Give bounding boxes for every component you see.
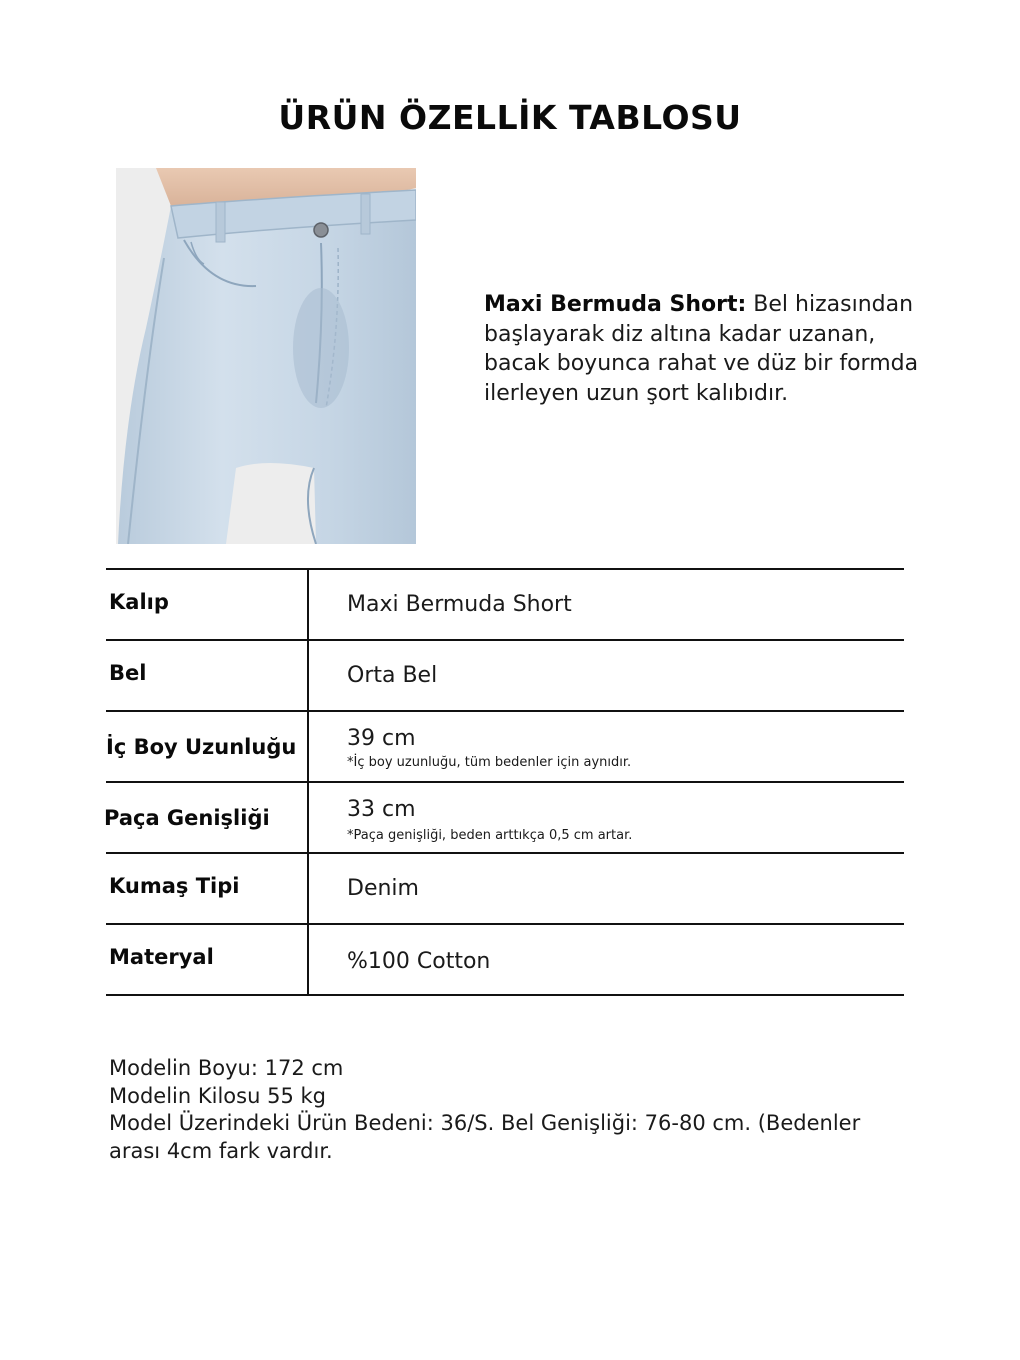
spec-value: 33 cm xyxy=(347,797,416,822)
spec-label: İç Boy Uzunluğu xyxy=(106,735,297,759)
spec-label: Bel xyxy=(109,661,147,685)
spec-row-kalip xyxy=(106,570,904,641)
column-divider xyxy=(307,925,309,994)
spec-label: Kalıp xyxy=(109,590,169,614)
spec-label: Kumaş Tipi xyxy=(109,874,240,898)
model-weight: Modelin Kilosu 55 kg xyxy=(109,1083,326,1108)
product-description xyxy=(484,290,924,408)
spec-row-bel xyxy=(106,641,904,712)
spec-value: %100 Cotton xyxy=(347,949,491,974)
spec-label: Materyal xyxy=(109,945,214,969)
description-text: Bel hizasından başlayarak diz altına kadar uzanan, bacak boyunca rahat ve düz bir formda ilerleyen uzun şort kalıbıdır. xyxy=(484,292,919,406)
spec-row-materyal xyxy=(106,925,904,996)
column-divider xyxy=(307,570,309,639)
description-term: Maxi Bermuda Short: xyxy=(484,292,747,317)
column-divider xyxy=(307,641,309,710)
spec-row-paca xyxy=(106,783,904,854)
spec-table xyxy=(106,568,904,996)
column-divider xyxy=(307,712,309,781)
spec-row-ic-boy xyxy=(106,712,904,783)
model-height: Modelin Boyu: 172 cm xyxy=(109,1056,344,1080)
column-divider xyxy=(307,854,309,923)
model-info xyxy=(109,1055,909,1165)
spec-value: Maxi Bermuda Short xyxy=(347,592,572,617)
spec-label: Paça Genişliği xyxy=(104,806,270,830)
spec-row-kumas xyxy=(106,854,904,925)
product-photo xyxy=(116,168,416,544)
spec-value: 39 cm xyxy=(347,726,416,751)
denim-shorts-image xyxy=(116,168,416,544)
spec-note: *İç boy uzunluğu, tüm bedenler için aynıdır. xyxy=(347,755,632,770)
page-title: ÜRÜN ÖZELLİK TABLOSU xyxy=(278,98,742,137)
spec-value: Denim xyxy=(347,876,419,901)
column-divider xyxy=(307,783,309,852)
model-size: Model Üzerindeki Ürün Bedeni: 36/S. Bel Genişliği: 76-80 cm. (Bedenler arası 4cm fark vardır. xyxy=(109,1111,861,1163)
spec-value: Orta Bel xyxy=(347,663,438,688)
spec-note: *Paça genişliği, beden arttıkça 0,5 cm artar. xyxy=(347,828,633,843)
